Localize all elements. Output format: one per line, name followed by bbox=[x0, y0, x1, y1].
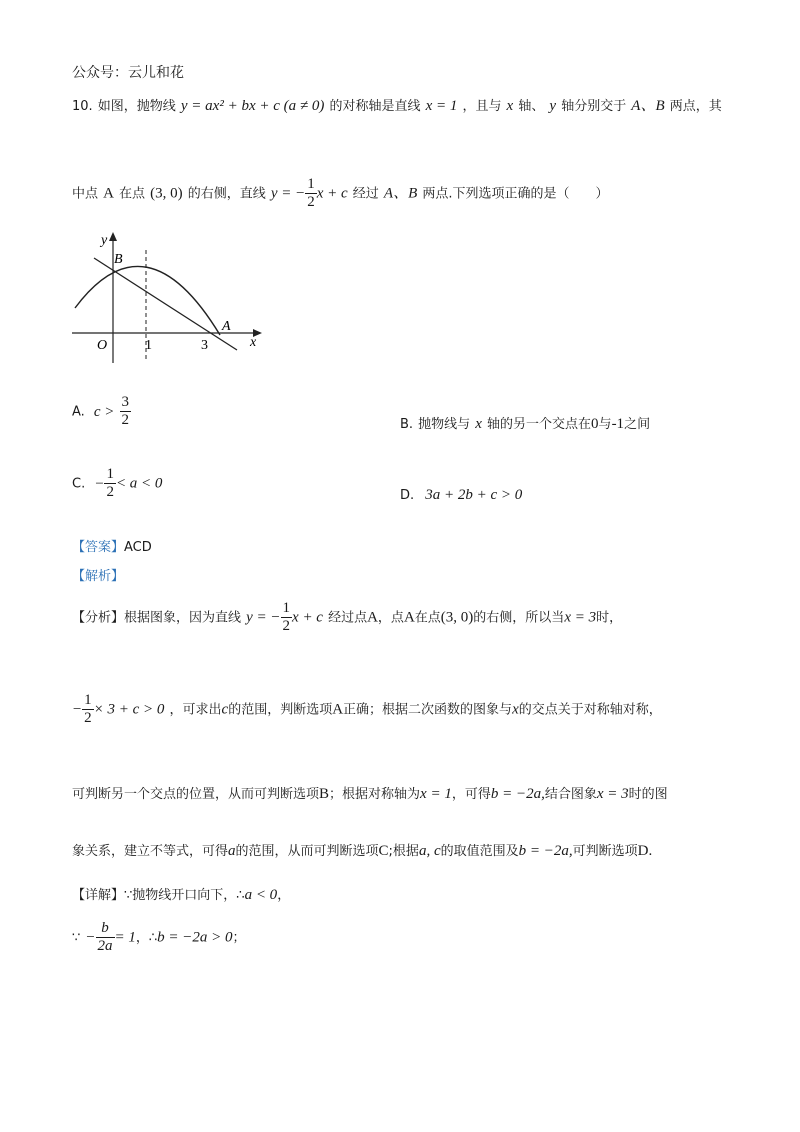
fraction bbox=[82, 692, 94, 726]
text: 在点 bbox=[414, 610, 441, 626]
parabola-graph bbox=[72, 228, 272, 364]
text: 中点 bbox=[72, 186, 99, 202]
tick-3-label: 3 bbox=[201, 338, 208, 353]
text: 的范围，从而可判断选项 bbox=[235, 844, 379, 859]
points: A、B bbox=[631, 98, 665, 114]
text: 抛物线与 bbox=[418, 417, 471, 432]
den: 2 bbox=[84, 709, 92, 726]
point: (3, 0) bbox=[440, 609, 474, 626]
text: ;根据 bbox=[388, 844, 419, 859]
var: x bbox=[475, 416, 482, 432]
text: 【分析】 bbox=[72, 610, 125, 626]
text: 的右侧，所以当 bbox=[473, 610, 565, 626]
text: 的交点关于对称轴对称， bbox=[518, 702, 662, 718]
expr: a < 0 bbox=[244, 887, 278, 903]
text: 在点 bbox=[119, 186, 146, 202]
fraction bbox=[305, 176, 317, 210]
question-line-1 bbox=[72, 94, 722, 115]
option-label: C. bbox=[72, 476, 86, 492]
text: ； bbox=[232, 930, 246, 946]
expr: x = 3 bbox=[564, 609, 597, 626]
text: ∵ bbox=[72, 930, 81, 946]
text: 正确；根据二次函数的图象与 bbox=[343, 702, 513, 718]
var: x bbox=[512, 701, 519, 718]
text: 的对称轴是直线 bbox=[329, 99, 421, 114]
point: A bbox=[403, 609, 415, 626]
expr: x = 1 bbox=[420, 786, 452, 802]
text: 结合图象 bbox=[544, 787, 597, 802]
text: ；根据对称轴为 bbox=[329, 787, 421, 802]
option-label: D. bbox=[400, 488, 415, 503]
den: 2 bbox=[282, 617, 291, 634]
analysis-line-3 bbox=[72, 783, 668, 803]
answer-value: ACD bbox=[124, 540, 152, 555]
expr: × 3 + c > 0 bbox=[93, 701, 165, 718]
line-eq: x + c bbox=[316, 185, 348, 202]
text: 的右侧，直线 bbox=[187, 186, 266, 202]
fraction bbox=[120, 394, 132, 428]
fraction bbox=[96, 920, 115, 954]
analysis-line-2 bbox=[72, 692, 662, 726]
text: 可判断选项 bbox=[572, 844, 638, 859]
text: 经过点 bbox=[328, 610, 368, 626]
num: 0 bbox=[591, 416, 599, 432]
num: 1 bbox=[282, 600, 291, 616]
expr: − bbox=[72, 701, 83, 718]
option-ref: D. bbox=[637, 843, 653, 859]
expr: b = −2a > 0 bbox=[157, 929, 233, 946]
text: 与 bbox=[598, 417, 612, 432]
expr: < a < 0 bbox=[115, 475, 163, 492]
text: 轴、 bbox=[518, 99, 545, 114]
expr: x + c bbox=[292, 609, 323, 626]
option-c[interactable] bbox=[72, 466, 162, 500]
text: 时的图 bbox=[628, 787, 668, 802]
fraction bbox=[104, 466, 116, 500]
den: 2 bbox=[307, 193, 315, 210]
answer-tag: 【答案】 bbox=[72, 540, 125, 555]
text: 如图，抛物线 bbox=[97, 99, 176, 114]
analysis-tag: 【解析】 bbox=[72, 569, 125, 584]
y-axis-label: y bbox=[101, 233, 108, 248]
option-b[interactable] bbox=[400, 413, 650, 433]
fraction bbox=[281, 600, 293, 634]
point: (3, 0) bbox=[150, 185, 183, 202]
analysis-line-1 bbox=[72, 600, 622, 634]
origin-label: O bbox=[97, 338, 108, 353]
text: 时， bbox=[596, 610, 623, 626]
expr: c > bbox=[93, 403, 115, 420]
option-ref: B bbox=[319, 786, 330, 802]
detail-tag: 【详解】 bbox=[72, 888, 125, 903]
question-number: 10. bbox=[72, 99, 93, 114]
text: ， bbox=[277, 888, 291, 903]
analysis-line-4 bbox=[72, 840, 652, 860]
text: ，且与 bbox=[462, 99, 502, 114]
expr: − bbox=[85, 929, 96, 946]
expr: b = −2a, bbox=[490, 786, 545, 802]
text: 两点，其 bbox=[669, 99, 722, 114]
expr: = 1 bbox=[114, 929, 136, 946]
option-d[interactable] bbox=[400, 484, 522, 504]
text: 可判断另一个交点的位置，从而可判断选项 bbox=[72, 787, 320, 802]
num: -1 bbox=[611, 416, 625, 432]
x-axis-label: x bbox=[250, 335, 257, 350]
num: 3 bbox=[121, 394, 130, 410]
answer-line bbox=[72, 536, 152, 555]
axis-equation: x = 1 bbox=[425, 98, 458, 114]
text: 的范围，判断选项 bbox=[228, 702, 333, 718]
text: 经过 bbox=[352, 186, 379, 202]
num: 1 bbox=[84, 692, 92, 708]
point: A bbox=[367, 609, 378, 626]
line-eq: y = − bbox=[270, 185, 306, 202]
line-AB bbox=[94, 258, 237, 350]
option-a[interactable] bbox=[72, 394, 131, 428]
option-ref: A bbox=[332, 701, 344, 718]
text: 轴的另一个交点在 bbox=[487, 417, 592, 432]
header-text: 公众号：云儿和花 bbox=[72, 65, 184, 81]
detail-line-1 bbox=[72, 884, 290, 904]
expr: y = − bbox=[246, 609, 281, 626]
point: A bbox=[103, 185, 114, 202]
tick-1-label: 1 bbox=[145, 338, 152, 353]
option-label: A. bbox=[72, 404, 85, 420]
point-A-label: A bbox=[222, 319, 231, 334]
var: c bbox=[221, 701, 229, 718]
detail-line-2 bbox=[72, 920, 246, 954]
text: 的取值范围及 bbox=[440, 844, 519, 859]
text: 根据图象，因为直线 bbox=[124, 610, 242, 626]
den: 2a bbox=[97, 937, 113, 954]
option-ref: C bbox=[378, 843, 389, 859]
text: ，点 bbox=[377, 610, 404, 626]
option-label: B. bbox=[400, 417, 414, 432]
text: 象关系，建立不等式，可得 bbox=[72, 844, 229, 859]
text: 之间 bbox=[624, 417, 651, 432]
num: 1 bbox=[307, 176, 315, 192]
expr: x = 3 bbox=[596, 786, 629, 802]
question-line-2 bbox=[72, 176, 608, 210]
text: ，可求出 bbox=[169, 702, 222, 718]
den: 2 bbox=[106, 483, 114, 500]
text: 两点.下列选项正确的是（ ） bbox=[422, 186, 609, 202]
den: 2 bbox=[121, 411, 130, 428]
y-axis-arrow-icon bbox=[109, 232, 117, 241]
var: a bbox=[228, 843, 236, 859]
text: ，∴ bbox=[135, 930, 158, 946]
point-B-label: B bbox=[114, 252, 123, 267]
expr: b = −2a, bbox=[518, 843, 573, 859]
text: 轴分别交于 bbox=[561, 99, 627, 114]
parabola-equation: y = ax² + bx + c (a ≠ 0) bbox=[180, 98, 325, 114]
num: b bbox=[96, 920, 115, 938]
var: x bbox=[506, 98, 514, 114]
text: ∵抛物线开口向下，∴ bbox=[124, 888, 245, 903]
expr: a, c bbox=[418, 843, 441, 859]
points: A、B bbox=[383, 185, 418, 202]
var: y bbox=[549, 98, 557, 114]
expr: 3a + 2b + c > 0 bbox=[425, 487, 523, 503]
text: ，可得 bbox=[451, 787, 491, 802]
num: 1 bbox=[106, 466, 114, 482]
expr: − bbox=[94, 475, 105, 492]
